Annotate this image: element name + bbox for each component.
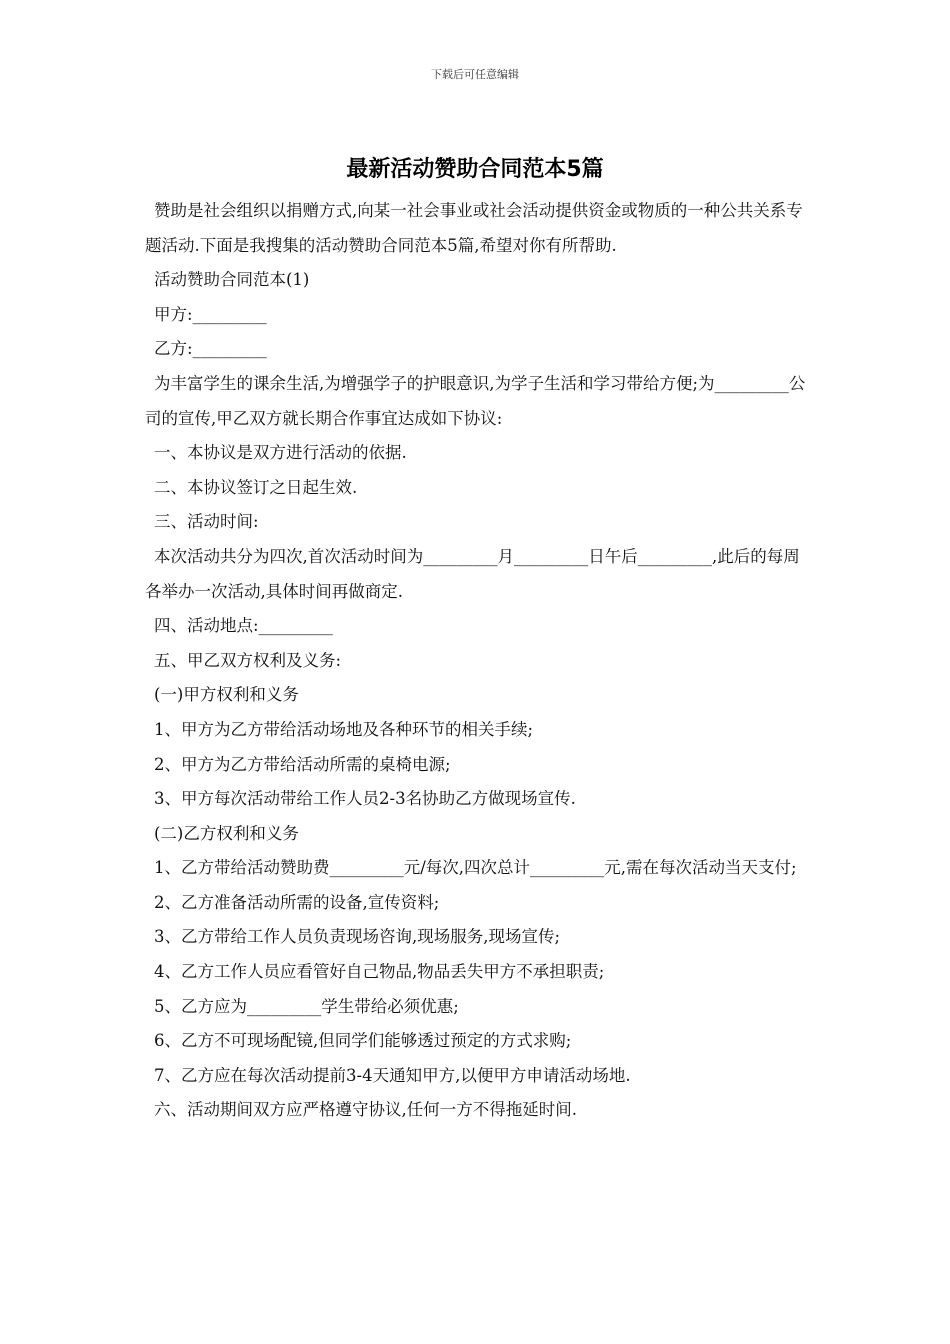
paragraph: 3、乙方带给工作人员负责现场咨询,现场服务,现场宣传; <box>154 927 561 947</box>
paragraph: 3、甲方每次活动带给工作人员2-3名协助乙方做现场宣传. <box>154 789 576 809</box>
document-body <box>145 194 815 1128</box>
paragraph: 赞助是社会组织以捐赠方式,向某一社会事业或社会活动提供资金或物质的一种公共关系专题活动.下面是我搜集的活动赞助合同范本5篇,希望对你有所帮助. <box>145 201 803 255</box>
paragraph: 二、本协议签订之日起生效. <box>154 477 358 497</box>
paragraph: 甲方:_________ <box>154 304 267 324</box>
paragraph: 乙方:_________ <box>154 339 267 359</box>
document-title: 最新活动赞助合同范本5篇 <box>346 157 604 182</box>
paragraph: 三、活动时间: <box>154 512 259 532</box>
paragraph: 活动赞助合同范本(1) <box>154 270 310 290</box>
paragraph: 本次活动共分为四次,首次活动时间为_________月_________日午后_________,此后的每周各举办一次活动,具体时间再做商定. <box>145 546 800 601</box>
header-note: 下载后可任意编辑 <box>431 68 519 81</box>
paragraph: 7、乙方应在每次活动提前3-4天通知甲方,以便甲方申请活动场地. <box>154 1065 631 1085</box>
paragraph: 1、甲方为乙方带给活动场地及各种环节的相关手续; <box>154 719 534 739</box>
paragraph: (一)甲方权利和义务 <box>154 685 299 705</box>
paragraph: 2、甲方为乙方带给活动所需的桌椅电源; <box>154 754 451 774</box>
paragraph: 4、乙方工作人员应看管好自己物品,物品丢失甲方不承担职责; <box>154 962 605 982</box>
paragraph: 五、甲乙双方权利及义务: <box>154 650 342 670</box>
paragraph: 5、乙方应为_________学生带给必须优惠; <box>154 996 459 1016</box>
paragraph: 为丰富学生的课余生活,为增强学子的护眼意识,为学子生活和学习带给方便;为_________公司的宣传,甲乙双方就长期合作事宜达成如下协议: <box>145 373 806 428</box>
paragraph: 1、乙方带给活动赞助费_________元/每次,四次总计_________元,需在每次活动当天支付; <box>154 858 797 878</box>
paragraph: 2、乙方准备活动所需的设备,宣传资料; <box>154 892 440 912</box>
paragraph: 一、本协议是双方进行活动的依据. <box>154 443 407 463</box>
paragraph: (二)乙方权利和义务 <box>154 823 299 843</box>
paragraph: 6、乙方不可现场配镜,但同学们能够透过预定的方式求购; <box>154 1031 572 1051</box>
paragraph: 六、活动期间双方应严格遵守协议,任何一方不得拖延时间. <box>154 1100 577 1120</box>
paragraph: 四、活动地点:_________ <box>154 616 333 636</box>
